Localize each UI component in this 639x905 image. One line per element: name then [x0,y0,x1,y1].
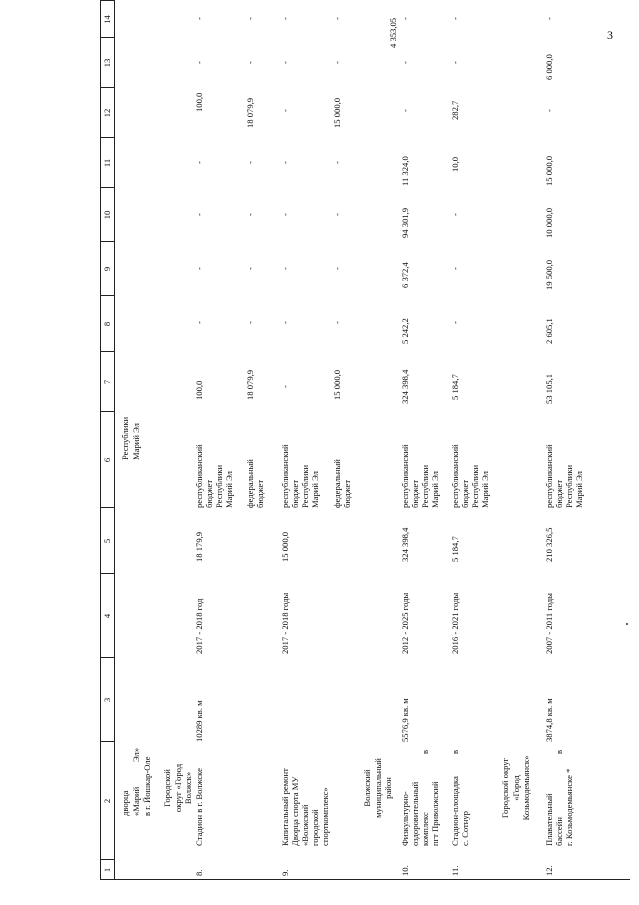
value-col12: 18 079,9 [245,97,255,128]
dash: - [245,267,255,270]
value-col7: - [280,385,290,388]
dash: - [332,321,342,324]
source-line: Марий Эл [480,471,490,508]
page-number: 3 [607,28,613,42]
source-line: Республики [564,464,574,508]
dash: - [245,213,255,216]
row-name: спорткомплекс» [320,787,330,846]
row-name: Стадион в г. Волжске [194,768,204,846]
fragment-name-line: «Марий [131,786,141,816]
source-line: бюджет [290,479,300,508]
header-cell: 14 [102,15,112,24]
value-col12: 15 000,0 [332,97,342,128]
dash: - [194,161,204,164]
source-line: бюджет [204,479,214,508]
dash: - [280,109,290,112]
dash: - [245,161,255,164]
dash: - [194,17,204,20]
source-line: федеральный [245,459,255,508]
fragment-source-line: Республики [120,416,130,460]
source-line: бюджет [342,479,352,508]
dash: - [332,61,342,64]
value-col11: 11 324,0 [400,156,410,186]
dash: - [194,321,204,324]
header-cell: 2 [102,798,112,804]
value-col13: 6 000,0 [544,54,554,80]
row-number: 9. [280,869,290,876]
row-number: 10. [400,865,410,876]
row-name: оздоровительный [410,781,420,846]
dash: - [280,213,290,216]
row-name: комплекс [420,812,430,846]
header-cell: 1 [102,867,112,873]
dash: - [450,267,460,270]
row-name: Физкультурно- [400,791,410,846]
row-name: городской [310,809,320,846]
header-cell: 8 [102,321,112,327]
row-name: Капитальный ремонт [280,768,290,846]
source-line: бюджет [410,479,420,508]
source-line: федеральный [332,459,342,508]
dash: - [544,17,554,20]
value-col10: 10 000,0 [544,207,554,238]
dash: - [332,17,342,20]
source-line: Республики [214,464,224,508]
row-period: 2012 - 2025 годы [400,592,410,654]
source-line: Республики [470,464,480,508]
value-col8: 2 605,1 [544,318,554,344]
row-area: 10289 кв. м [194,700,204,742]
dash: - [245,61,255,64]
dash: - [450,17,460,20]
row-number: 12. [544,865,554,876]
dash: - [194,213,204,216]
header-cell: 13 [102,58,112,68]
value-col7: 15 000,0 [332,369,342,400]
dash: - [400,61,410,64]
value-col7: 53 105,1 [544,373,554,404]
value-col12: 100,0 [194,92,204,112]
row-period: 2017 - 2018 годы [280,592,290,654]
source-line: Марий Эл [310,471,320,508]
dash: - [450,61,460,64]
row-total: 15 000,0 [280,531,290,562]
source-line: Марий Эл [224,471,234,508]
value-col11: 10,0 [450,156,460,172]
value-col7: 5 184,7 [450,374,460,400]
dash: - [280,267,290,270]
value-col10: 94 301,9 [400,207,410,238]
table-left-rule [100,0,101,880]
row-period: 2016 - 2021 годы [450,592,460,654]
dash: - [280,17,290,20]
header-cell: 10 [102,210,112,220]
dash: - [332,213,342,216]
header-cell: 12 [102,108,112,118]
header-cell: 7 [102,379,112,385]
value-col9: 19 500,0 [544,259,554,290]
row-name: бассейн [554,817,564,846]
row-name: пгт Приволжский [430,781,440,846]
row-total: 18 179,9 [194,531,204,562]
source-line: Республики [300,464,310,508]
budget-table [100,0,630,880]
value-col7: 100,0 [194,380,204,400]
row-total: 324 398,4 [400,527,410,562]
dash: - [400,109,410,112]
row-name: г. Козьмодемьянске * [564,768,574,846]
dash: - [245,17,255,20]
source-line: республиканский [280,444,290,508]
source-line: республиканский [544,444,554,508]
fragment-name-line: Эл» [131,747,141,762]
header-cell: 11 [102,158,112,168]
source-line: бюджет [460,479,470,508]
dash: - [450,213,460,216]
source-line: Марий Эл [430,471,440,508]
source-line: бюджет [554,479,564,508]
dash: - [280,161,290,164]
source-line: республиканский [400,444,410,508]
fragment-source-line: Марий Эл [131,423,141,460]
group-heading: Городской округ «Город Козьмодемьянск» [500,755,531,821]
source-line: республиканский [194,444,204,508]
stray-mark [626,623,628,625]
row-name: Стадион-площадка [450,776,460,846]
row-area: 3874,8 кв. м [544,698,554,742]
fragment-name-line: дворца [120,790,130,816]
fragment-name-line: в г. Йошкар-Оле [142,756,152,816]
dash: - [450,321,460,324]
source-line: Республики [420,464,430,508]
row-total: 5 184,7 [450,536,460,562]
dash: - [544,109,554,112]
row-name: в [450,749,460,754]
value-col12: 282,7 [450,100,460,120]
dash: - [280,321,290,324]
row-number: 8. [194,869,204,876]
value-col11: 15 000,0 [544,155,554,186]
header-cell [102,0,113,1]
value-col7: 324 398,4 [400,369,410,404]
row-area: 5576,9 кв. м [400,698,410,742]
header-bottom-rule [114,0,115,880]
group-heading: Волжский муниципальный район [362,758,393,818]
value-col15: 4 353,05 [388,17,398,48]
source-line: республиканский [450,444,460,508]
row-name: с. Сотнур [460,811,470,846]
row-name: Плавательный [544,793,554,846]
row-name: Дворца спорта МУ [290,776,300,846]
value-col8: 5 242,2 [400,318,410,344]
row-period: 2017 - 2018 год [194,598,204,654]
value-col9: 6 372,4 [400,262,410,288]
row-total: 210 326,5 [544,527,554,562]
row-name: «Волжский [300,804,310,846]
row-period: 2007 - 2011 годы [544,593,554,654]
row-name: в [554,749,564,754]
dash: - [245,321,255,324]
header-cell: 3 [102,697,112,703]
header-cell: 4 [102,613,112,619]
row-number: 11. [450,865,460,876]
dash: - [194,267,204,270]
dash: - [400,17,410,20]
group-heading: Городской округ «Город Волжск» [162,763,193,813]
value-col7: 18 079,9 [245,369,255,400]
header-cell: 6 [102,457,112,463]
row-name: в [420,749,430,754]
header-cell: 5 [102,538,112,544]
header-cell: 9 [102,266,112,272]
dash: - [332,267,342,270]
col-divider [100,879,630,880]
dash: - [332,161,342,164]
dash: - [280,61,290,64]
dash: - [194,61,204,64]
source-line: бюджет [255,479,265,508]
source-line: Марий Эл [574,471,584,508]
